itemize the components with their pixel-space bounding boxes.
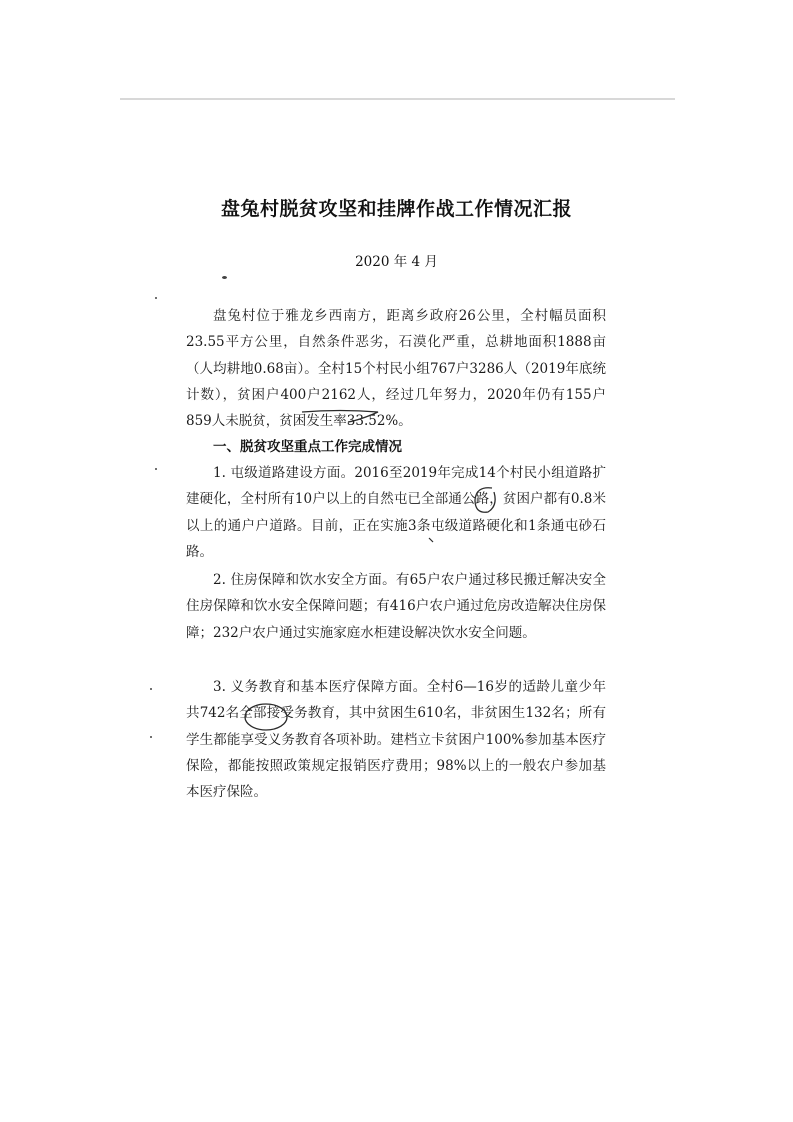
scan-speck [150, 688, 152, 690]
scan-speck [222, 276, 227, 279]
scan-speck [150, 736, 152, 738]
list-item: 3. 义务教育和基本医疗保障方面。全村6—16岁的适龄儿童少年共742名全部接受务教育，其中贫困生610名，非贫困生132名；所有学生都能享受义务教育各项补助。建档立卡贫困户100%参加基本医疗保险，都能按照政策规定报销医疗费用；98%以上的一般农户参加基本医疗保险。 [186, 679, 606, 801]
scan-speck [155, 468, 157, 470]
document-date: 2020 年 4 月 [355, 254, 438, 270]
list-item: 1. 屯级道路建设方面。2016至2019年完成14个村民小组道路扩建硬化，全村所有10户以上的自然屯已全部通公路，贫困户都有0.8米以上的通户户道路。目前，正在实施3条屯级道路硬化和1条通屯砂石路。 [186, 465, 606, 560]
scan-speck [155, 297, 157, 299]
intro-paragraph: 盘兔村位于雅龙乡西南方，距离乡政府26公里，全村幅员面积23.55平方公里，自然条件恶劣，石漠化严重，总耕地面积1888亩（人均耕地0.68亩）。全村15个村民小组767户3286人（2019年底统计数），贫困户400户2162人，经过几年努力，2020年仍有155户859人未脱贫，贫困发生率33.52%。 [186, 308, 606, 430]
scan-top-edge [120, 98, 675, 100]
list-item: 2. 住房保障和饮水安全方面。有65户农户通过移民搬迁解决安全住房保障和饮水安全保障问题；有416户农户通过危房改造解决住房保障；232户农户通过实施家庭水柜建设解决饮水安全问题。 [186, 572, 606, 641]
document-title: 盘兔村脱贫攻坚和挂牌作战工作情况汇报 [220, 198, 572, 220]
section-heading: 一、脱贫攻坚重点工作完成情况 [213, 439, 402, 455]
